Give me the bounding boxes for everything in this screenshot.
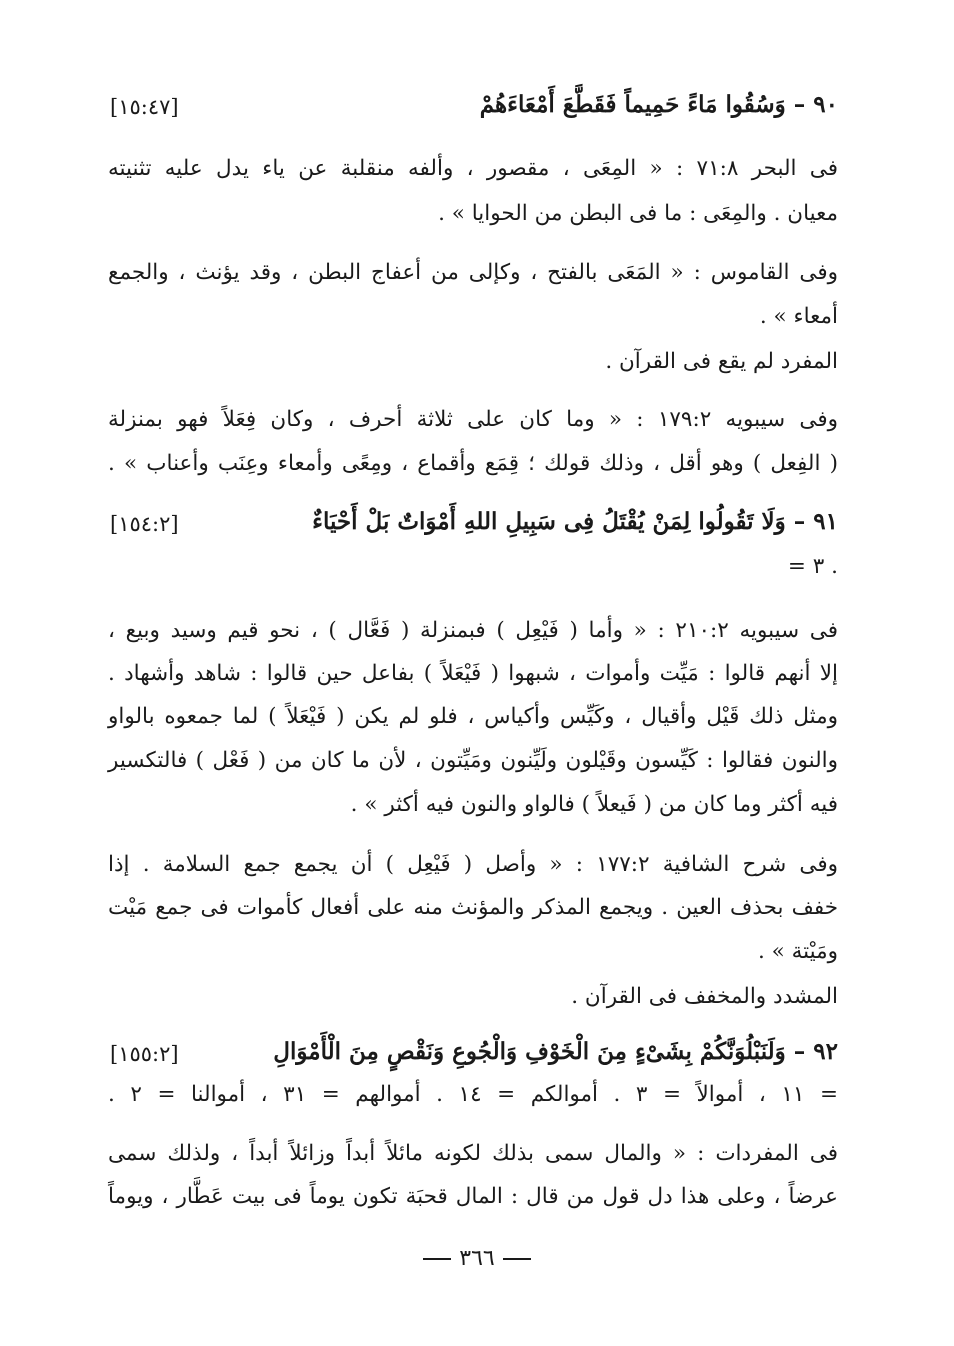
paragraph-line: فى البحر ٧١:٨ : « المِعَى ، مقصور ، وألفه منقلبة عن ياء يدل عليه تثنيته bbox=[108, 156, 838, 181]
paragraph-line: إلا أنهم قالوا : مَيِّت وأموات ، شبهوا ( فَيْعَلاً ) بفاعل حين قالوا : شاهد وأشهاد . bbox=[108, 661, 838, 686]
footer-dash-left bbox=[423, 1258, 451, 1260]
paragraph-line: ومَيْتة » . bbox=[757, 939, 838, 964]
paragraph-line: وفى سيبويه ١٧٩:٢ : « وما كان على ثلاثة أحرف ، وكان فِعَلاً فهو بمنزلة bbox=[108, 407, 838, 432]
paragraph-line: معيان . والمِعَى : ما فى البطن من الحوايا » . bbox=[438, 201, 838, 226]
verse-line: ٩١ – وَلَا تَقُولُوا لِمَنْ يُقْتَلُ فِى سَبِيلِ اللهِ أَمْوَاتٌ بَلْ أَحْيَاءٌ bbox=[312, 508, 838, 535]
occurrence-count: . ٣ = bbox=[787, 554, 838, 579]
paragraph-line: فى سيبويه ٢١٠:٢ : « وأما ( فَيْعِل ) فبمنزلة ( فَعَّال ) ، نحو قيم وسيد وبيع ، bbox=[108, 618, 838, 643]
paragraph-line: فيه أكثر وما كان من ( فَيعلاً ) فالواو والنون فيه أكثر » . bbox=[350, 792, 838, 817]
paragraph-line: عرضاً ، وعلى هذا دل قول من قال : المال قحبَة تكون يوماً فى بيت عَطَّار ، ويوماً bbox=[108, 1184, 838, 1209]
verse-reference: [١٥:٤٧] bbox=[110, 95, 179, 119]
page-footer bbox=[0, 1242, 954, 1276]
paragraph-line: أمعاء » . bbox=[759, 304, 838, 329]
footer-dash-right bbox=[503, 1258, 531, 1260]
occurrence-count: = ١١ ، أموالاً = ٣ . أموالكم = ١٤ . أموالهم = ٣١ ، أموالنا = ٢ . bbox=[108, 1082, 839, 1107]
paragraph-line: المفرد لم يقع فى القرآن . bbox=[605, 349, 838, 374]
page-number: ٣٦٦ bbox=[459, 1246, 495, 1271]
paragraph-line: ( الفِعل ) وهو أقل ، وذلك قولك ؛ قِمَع وأقماع ، ومِعًى وأمعاء وعِنَب وأعناب » . bbox=[108, 451, 838, 476]
verse-reference: [١٥٤:٢] bbox=[110, 512, 179, 536]
paragraph-line: المشدد والمخفف فى القرآن . bbox=[571, 984, 838, 1009]
paragraph-line: ومثل ذلك قَيْل وأقيال ، وكَيِّس وأكياس ، فلو لم يكن ( فَيْعَلاً ) لما جمعوه بالواو bbox=[108, 704, 838, 729]
verse-line: ٩٠ – وَسُقُوا مَاءً حَمِيماً فَقَطَّعَ أَمْعَاءَهُمْ bbox=[479, 91, 838, 118]
verse-reference: [١٥٥:٢] bbox=[110, 1042, 179, 1066]
paragraph-line: فى المفردات : « والمال سمى بذلك لكونه مائلاً أبداً وزائلاً أبداً ، ولذلك سمى bbox=[108, 1141, 838, 1166]
paragraph-line: والنون فقالوا : كَيِّسون وقَيْلون ولَيِّنون ومَيِّتون ، لأن ما كان من ( فَعْل ) فالتكسير bbox=[108, 748, 838, 773]
verse-line: ٩٢ – وَلَنَبْلُوَنَّكُمْ بِشَىْءٍ مِنَ الْخَوْفِ وَالْجُوعِ وَنَقْصٍ مِنَ الْأَمْوَالِ bbox=[273, 1038, 838, 1065]
paragraph-line: وفى القاموس : « المَعَى بالفتح ، وكإلى من أعفاج البطن ، وقد يؤنث ، والجمع bbox=[108, 260, 838, 285]
paragraph-line: خفف بحذف العين . ويجمع المذكر والمؤنث منه على أفعال كأموات فى جمع مَيْت bbox=[108, 895, 838, 920]
paragraph-line: وفى شرح الشافية ١٧٧:٢ : « وأصل ( فَيْعِل ) أن يجمع جمع السلامة . إذا bbox=[108, 852, 838, 877]
